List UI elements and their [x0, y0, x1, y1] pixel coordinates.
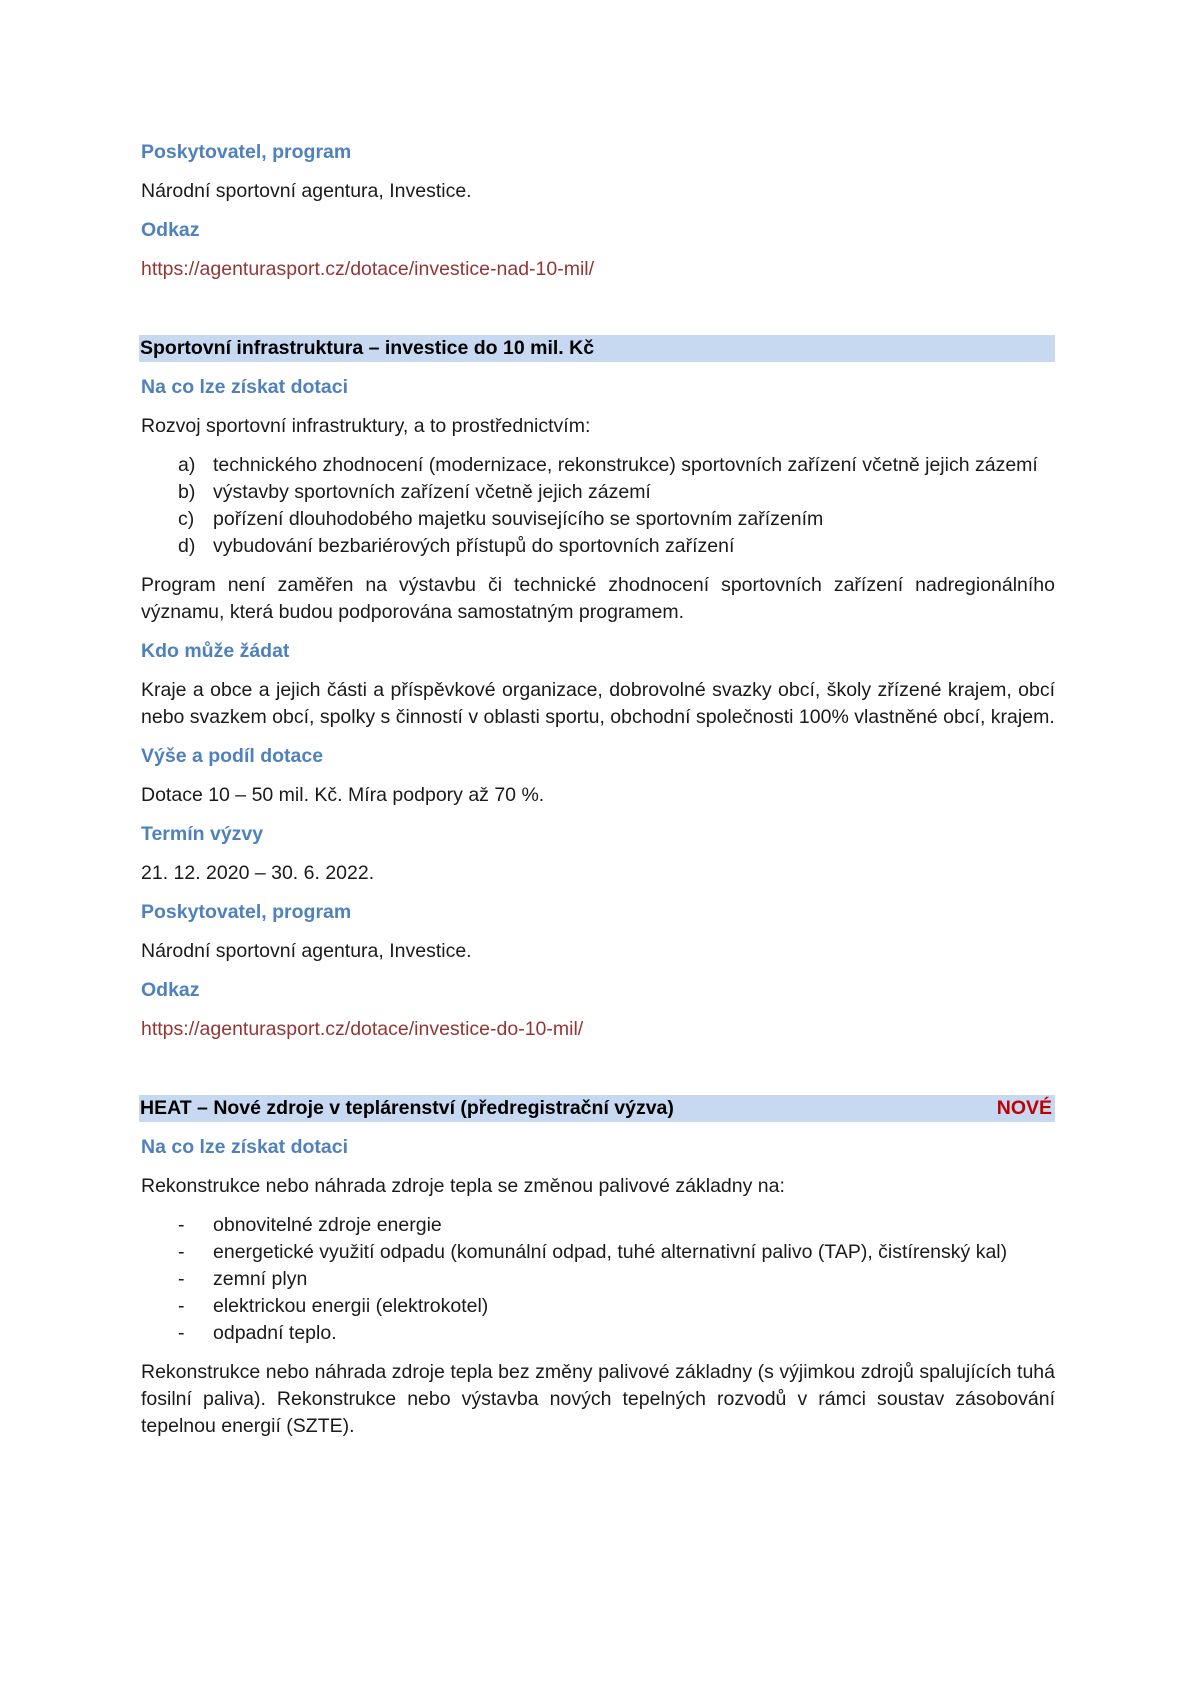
list-item-text: vybudování bezbariérových přístupů do sportovních zařízení	[213, 535, 735, 557]
what-heading: Na co lze získat dotaci	[141, 1136, 348, 1158]
program-link[interactable]: https://agenturasport.cz/dotace/investice-do-10-mil/	[141, 1018, 584, 1040]
list-marker: b)	[178, 481, 196, 503]
list-item	[141, 452, 1055, 479]
list-marker: -	[178, 1295, 185, 1317]
list-marker: -	[178, 1214, 185, 1236]
who-text: Kraje a obce a jejich části a příspěvkové organizace, dobrovolné svazky obcí, školy zřízené krajem, obcí nebo svazkem obcí, spolky s činností v oblasti sportu, obchodní společnosti 100% vlastněné obcí, krajem.	[141, 679, 1055, 728]
list-item-text: výstavby sportovních zařízení včetně jejich zázemí	[213, 481, 651, 503]
what-intro: Rozvoj sportovní infrastruktury, a to prostřednictvím:	[141, 415, 591, 437]
list-item-text: technického zhodnocení (modernizace, rekonstrukce) sportovních zařízení včetně jejich zázemí	[213, 454, 1038, 476]
list-item-text: pořízení dlouhodobého majetku souvisejícího se sportovním zařízením	[213, 508, 824, 530]
provider-heading: Poskytovatel, program	[141, 901, 352, 923]
provider-text: Národní sportovní agentura, Investice.	[141, 940, 472, 962]
list-marker: c)	[178, 508, 195, 530]
amount-text: Dotace 10 – 50 mil. Kč. Míra podpory až 70 %.	[141, 784, 545, 806]
list-item-text: zemní plyn	[213, 1268, 308, 1290]
list-item	[141, 1266, 1055, 1293]
link-heading: Odkaz	[141, 979, 200, 1001]
who-heading: Kdo může žádat	[141, 640, 290, 662]
section-spacer	[141, 1055, 1055, 1095]
section-title: HEAT – Nové zdroje v teplárenství (předregistrační výzva)	[140, 1097, 674, 1119]
eligible-activities-list	[141, 452, 1055, 560]
section-title-bar	[139, 335, 1055, 362]
term-text: 21. 12. 2020 – 30. 6. 2022.	[141, 862, 375, 884]
amount-heading: Výše a podíl dotace	[141, 745, 324, 767]
link-heading: Odkaz	[141, 219, 200, 241]
list-item	[141, 1239, 1055, 1266]
what-heading: Na co lze získat dotaci	[141, 376, 348, 398]
list-item	[141, 1320, 1055, 1347]
list-marker: -	[178, 1268, 185, 1290]
list-item	[141, 533, 1055, 560]
list-item-text: energetické využití odpadu (komunální odpad, tuhé alternativní palivo (TAP), čistírenský kal)	[213, 1241, 1008, 1263]
list-item	[141, 506, 1055, 533]
list-item	[141, 1293, 1055, 1320]
what-note: Rekonstrukce nebo náhrada zdroje tepla bez změny palivové základny (s výjimkou zdrojů spalujících tuhá fosilní paliva). Rekonstrukce nebo výstavba nových tepelných rozvodů v rámci soustav zásobování tepelnou energií (SZTE).	[141, 1361, 1055, 1437]
term-heading: Termín výzvy	[141, 823, 264, 845]
list-marker: d)	[178, 535, 196, 557]
section-spacer	[141, 295, 1055, 335]
list-marker: a)	[178, 454, 196, 476]
list-item-text: obnovitelné zdroje energie	[213, 1214, 442, 1236]
section-title: Sportovní infrastruktura – investice do 10 mil. Kč	[140, 337, 595, 359]
list-item	[141, 1212, 1055, 1239]
fuel-types-list	[141, 1212, 1055, 1347]
list-item	[141, 479, 1055, 506]
provider-heading: Poskytovatel, program	[141, 141, 352, 163]
list-item-text: odpadní teplo.	[213, 1322, 337, 1344]
section-title-bar	[139, 1095, 1055, 1122]
document-page	[141, 139, 1055, 1452]
program-link[interactable]: https://agenturasport.cz/dotace/investice-nad-10-mil/	[141, 258, 595, 280]
list-item-text: elektrickou energii (elektrokotel)	[213, 1295, 489, 1317]
list-marker: -	[178, 1322, 185, 1344]
new-badge: NOVÉ	[996, 1097, 1052, 1119]
provider-text: Národní sportovní agentura, Investice.	[141, 180, 472, 202]
list-marker: -	[178, 1241, 185, 1263]
what-intro: Rekonstrukce nebo náhrada zdroje tepla se změnou palivové základny na:	[141, 1175, 785, 1197]
what-note: Program není zaměřen na výstavbu či technické zhodnocení sportovních zařízení nadregionálního významu, která budou podporována samostatným programem.	[141, 574, 1055, 623]
